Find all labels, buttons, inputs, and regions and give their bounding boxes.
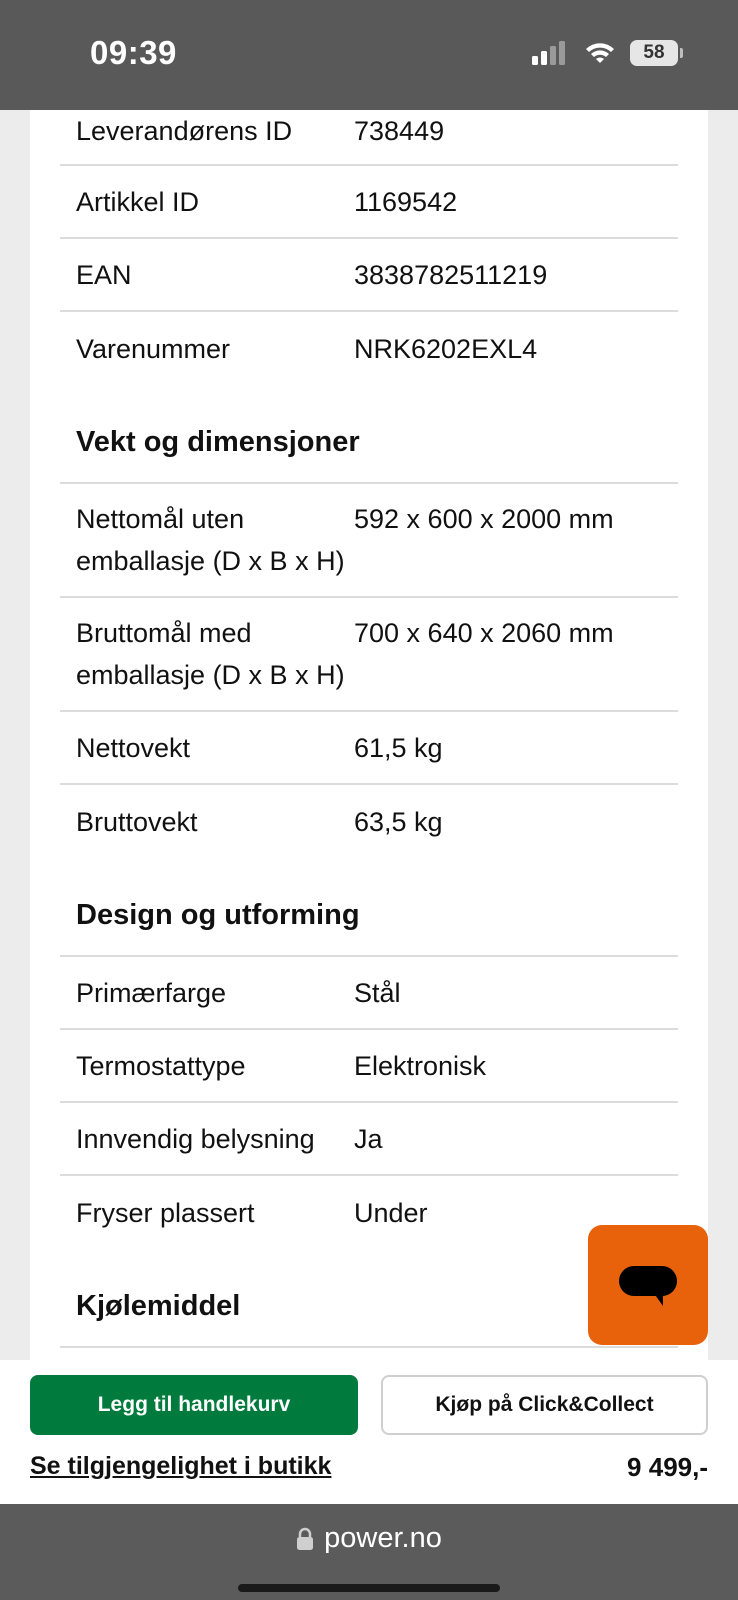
section-title-weight: Vekt og dimensjoner	[60, 385, 678, 484]
status-bar	[0, 0, 738, 110]
chat-button[interactable]	[588, 1225, 708, 1345]
spec-label: Primærfarge	[76, 977, 227, 1008]
spec-value: Under	[354, 1197, 428, 1228]
price: 9 499,-	[627, 1452, 708, 1482]
spec-value: 63,5 kg	[354, 806, 443, 837]
url-bar[interactable]	[0, 1522, 738, 1555]
spec-table	[60, 110, 678, 1421]
purchase-footer	[0, 1360, 738, 1504]
spec-row	[60, 166, 678, 239]
section-title-cooling: Kjølemiddel	[60, 1249, 678, 1348]
spec-value: Elektronisk	[354, 1050, 487, 1081]
spec-label: Fryser plassert	[76, 1197, 255, 1228]
battery-icon: 58	[630, 40, 678, 66]
spec-row	[60, 957, 678, 1030]
product-spec-panel	[30, 110, 708, 1360]
status-time: 09:39	[90, 34, 177, 71]
spec-row	[60, 110, 678, 166]
home-indicator	[238, 1584, 500, 1592]
spec-label: Bruttomål med emballasje (D x B x H)	[76, 618, 345, 690]
spec-label: Innvendig belysning	[76, 1123, 315, 1154]
wifi-icon	[584, 41, 616, 65]
add-to-cart-button[interactable]: Legg til handlekurv	[30, 1375, 358, 1435]
spec-row	[60, 484, 678, 598]
spec-row	[60, 1103, 678, 1176]
spec-value: 738449	[354, 116, 445, 146]
spec-row	[60, 785, 678, 858]
url-text: power.no	[324, 1522, 442, 1554]
chat-icon	[619, 1266, 677, 1296]
spec-row	[60, 712, 678, 785]
store-availability-link[interactable]: Se tilgjengelighet i butikk	[30, 1452, 332, 1480]
spec-label: Leverandørens ID	[76, 116, 293, 146]
spec-value: 1169542	[354, 186, 458, 217]
lock-icon	[296, 1527, 314, 1551]
spec-row	[60, 239, 678, 312]
spec-value: 61,5 kg	[354, 732, 443, 763]
spec-row	[60, 312, 678, 385]
spec-value: Ja	[354, 1123, 383, 1154]
section-title-design: Design og utforming	[60, 858, 678, 957]
spec-label: Nettovekt	[76, 732, 191, 763]
spec-label: EAN	[76, 259, 132, 290]
spec-row	[60, 1176, 678, 1249]
spec-value: 700 x 640 x 2060 mm	[354, 618, 614, 648]
spec-label: Termostattype	[76, 1050, 246, 1081]
spec-row	[60, 598, 678, 712]
browser-bar	[0, 1504, 738, 1600]
spec-value: Stål	[354, 977, 401, 1008]
spec-value: 3838782511219	[354, 259, 548, 290]
status-icons	[532, 40, 678, 66]
spec-value: 592 x 600 x 2000 mm	[354, 504, 614, 534]
signal-icon	[532, 41, 570, 65]
spec-label: Nettomål uten emballasje (D x B x H)	[76, 504, 345, 576]
spec-label: Varenummer	[76, 333, 231, 364]
spec-value: NRK6202EXL4	[354, 333, 538, 364]
spec-row	[60, 1030, 678, 1103]
spec-label: Artikkel ID	[76, 186, 200, 217]
click-collect-button[interactable]: Kjøp på Click&Collect	[381, 1375, 708, 1435]
spec-label: Bruttovekt	[76, 806, 198, 837]
